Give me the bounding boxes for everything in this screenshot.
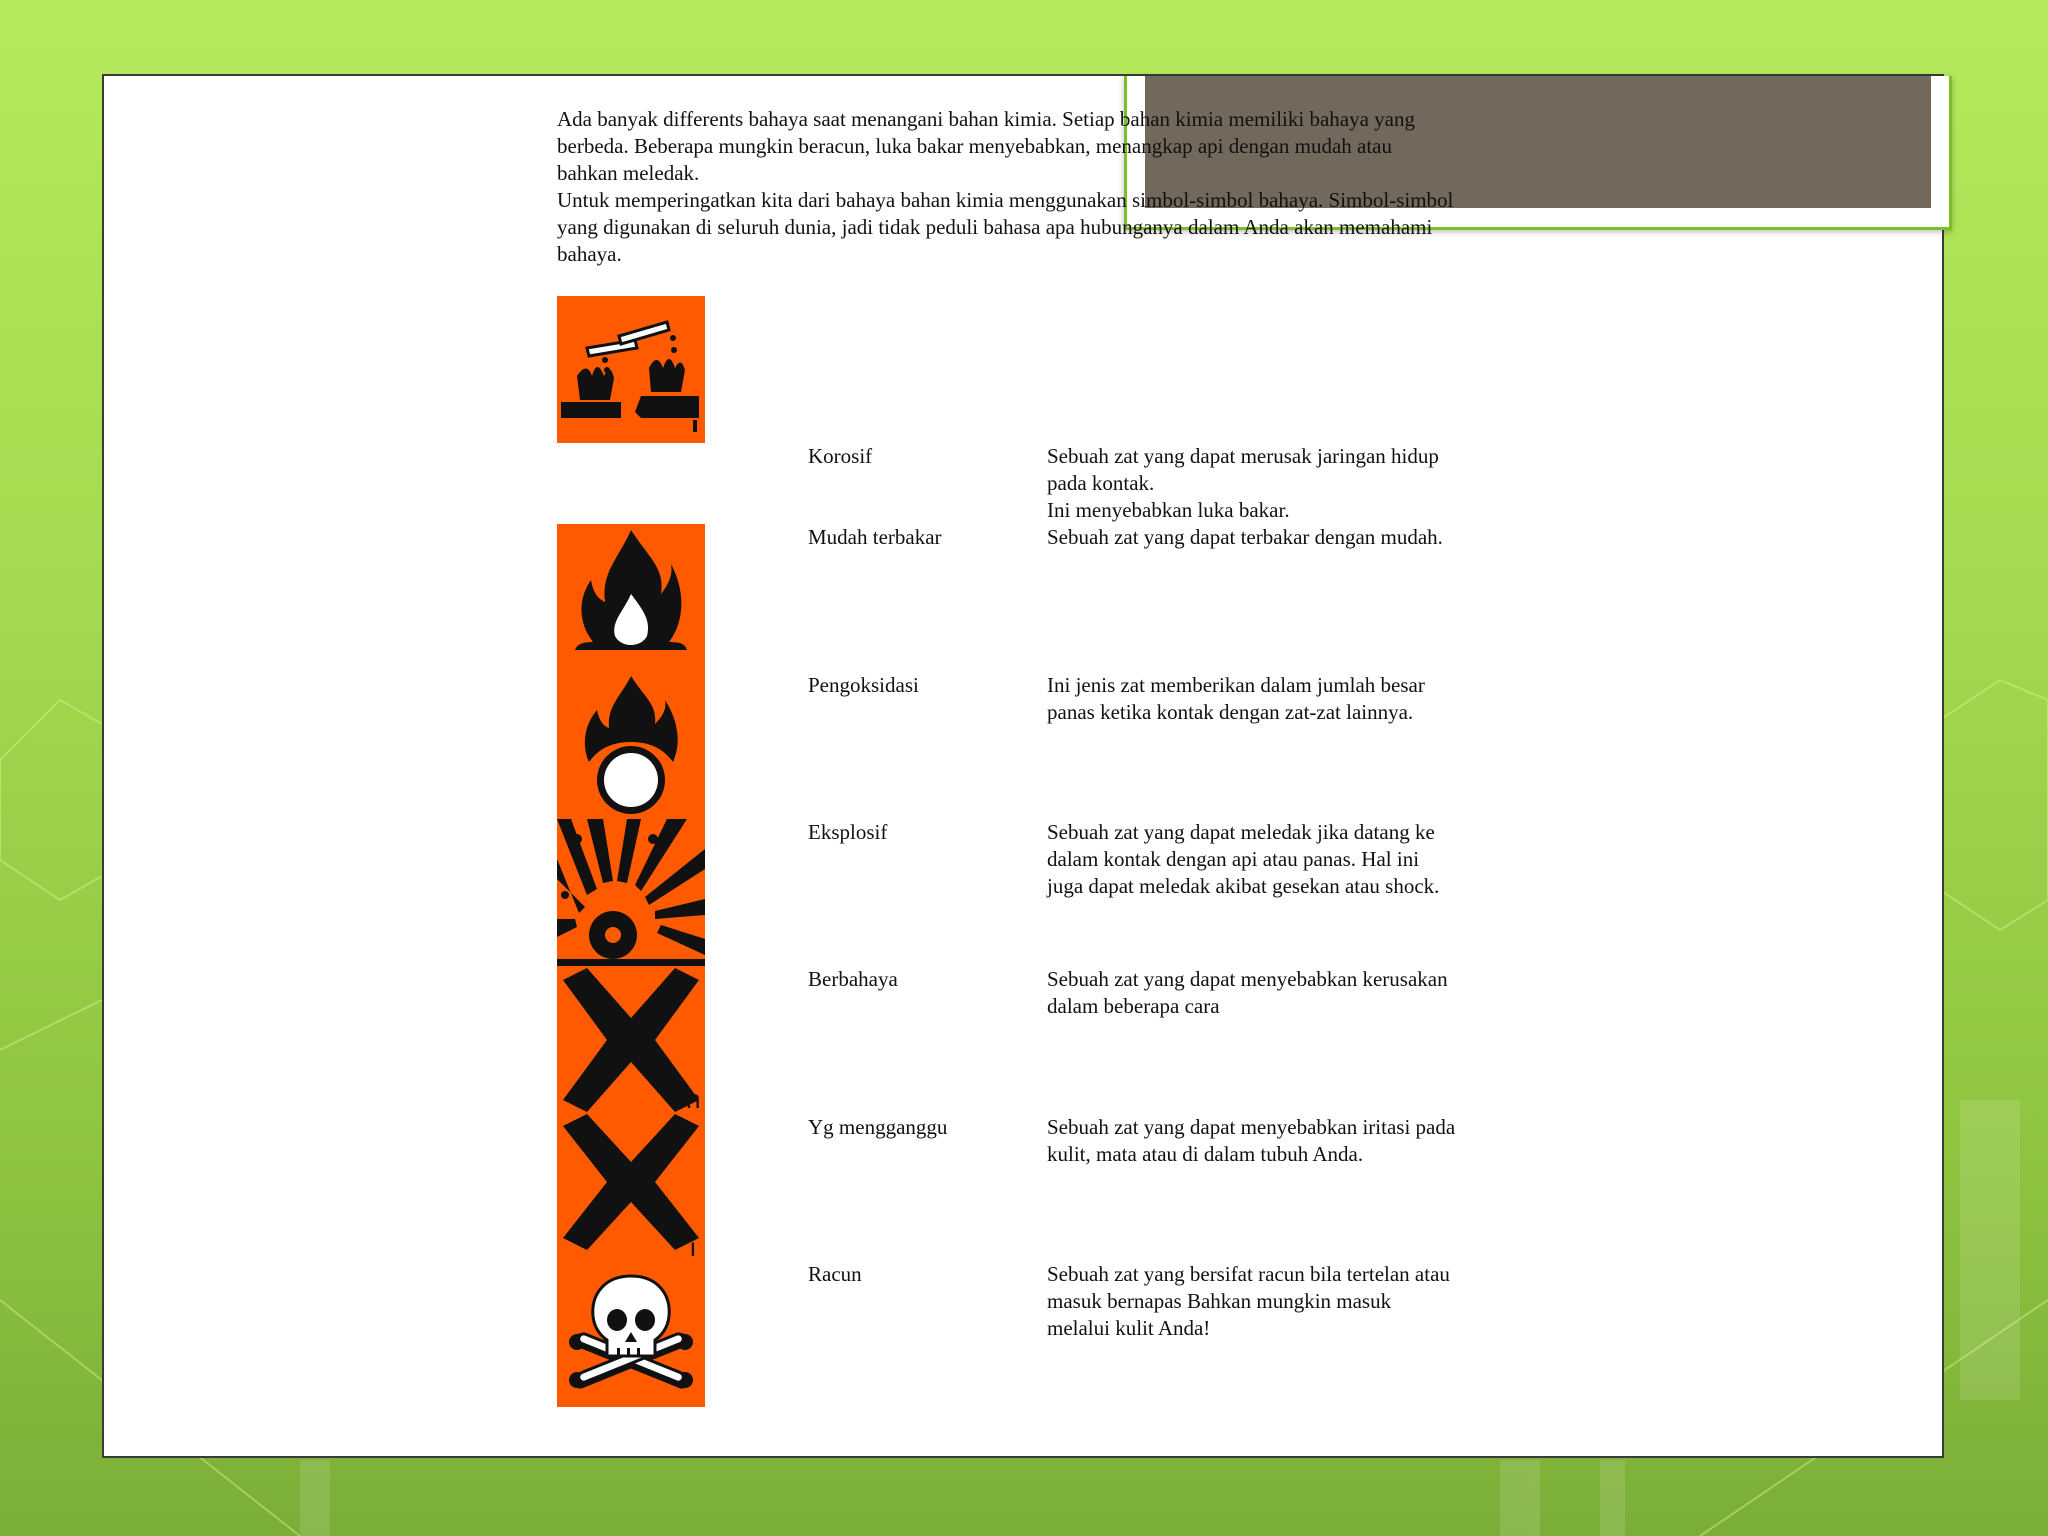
hazard-desc-toxic [1047, 1261, 1457, 1342]
explosive-icon [557, 819, 705, 966]
hazard-name-irritant: Yg mengganggu [808, 1115, 948, 1139]
toxic-icon [557, 1262, 705, 1407]
hazard-desc-flammable [1047, 524, 1457, 551]
hazard-desc-oxidizing [1047, 672, 1457, 726]
oxidizing-icon [557, 672, 705, 819]
slide-content [102, 74, 1944, 1458]
intro-paragraph-2: Untuk memperingatkan kita dari bahaya bahan kimia menggunakan simbol-simbol bahaya. Simbol-simbol yang digunakan di seluruh dunia, jadi tidak peduli bahasa apa hubunganya dalam Anda akan memahami bahaya. [557, 188, 1454, 266]
hazard-desc-harmful-line-1: Sebuah zat yang dapat menyebabkan kerusakan dalam beberapa cara [1047, 967, 1448, 1018]
harmful-letter: h [686, 1084, 701, 1114]
hazard-name-corrosive: Korosif [808, 444, 873, 468]
corrosive-icon [557, 296, 705, 443]
irritant-icon [557, 1114, 705, 1262]
intro-paragraph-1: Ada banyak differents bahaya saat menangani bahan kimia. Setiap bahan kimia memiliki bahaya yang berbeda. Beberapa mungkin beracun, luka bakar menyebabkan, menangkap api dengan mudah atau bahkan meledak. [557, 107, 1415, 185]
hazard-desc-corrosive [1047, 443, 1457, 524]
hazard-desc-explosive-line-1: Sebuah zat yang dapat meledak jika datang ke dalam kontak dengan api atau panas. Hal ini juga dapat meledak akibat gesekan atau shock. [1047, 820, 1440, 898]
intro-text [557, 106, 1457, 268]
hazard-desc-corrosive-line-1: Sebuah zat yang dapat merusak jaringan hidup pada kontak. [1047, 444, 1439, 495]
hazard-name-oxidizing: Pengoksidasi [808, 673, 919, 697]
harmful-icon [557, 966, 705, 1114]
hazard-desc-corrosive-line-2: Ini menyebabkan luka bakar. [1047, 498, 1290, 522]
hazard-name-explosive: Eksplosif [808, 820, 888, 844]
hazard-name-toxic: Racun [808, 1262, 862, 1286]
hazard-desc-toxic-line-1: Sebuah zat yang bersifat racun bila tertelan atau masuk bernapas Bahkan mungkin masuk melalui kulit Anda! [1047, 1262, 1450, 1340]
flammable-icon [557, 524, 705, 672]
hazard-desc-oxidizing-line-1: Ini jenis zat memberikan dalam jumlah besar panas ketika kontak dengan zat-zat lainnya. [1047, 673, 1425, 724]
irritant-letter: i [690, 1232, 696, 1262]
hazard-desc-harmful [1047, 966, 1457, 1020]
hazard-name-flammable: Mudah terbakar [808, 525, 942, 549]
hazard-desc-explosive [1047, 819, 1457, 900]
hazard-desc-irritant [1047, 1114, 1457, 1168]
hazard-name-harmful: Berbahaya [808, 967, 898, 991]
hazard-desc-irritant-line-1: Sebuah zat yang dapat menyebabkan iritasi pada kulit, mata atau di dalam tubuh Anda. [1047, 1115, 1456, 1166]
hazard-desc-flammable-line-1: Sebuah zat yang dapat terbakar dengan mudah. [1047, 525, 1443, 549]
